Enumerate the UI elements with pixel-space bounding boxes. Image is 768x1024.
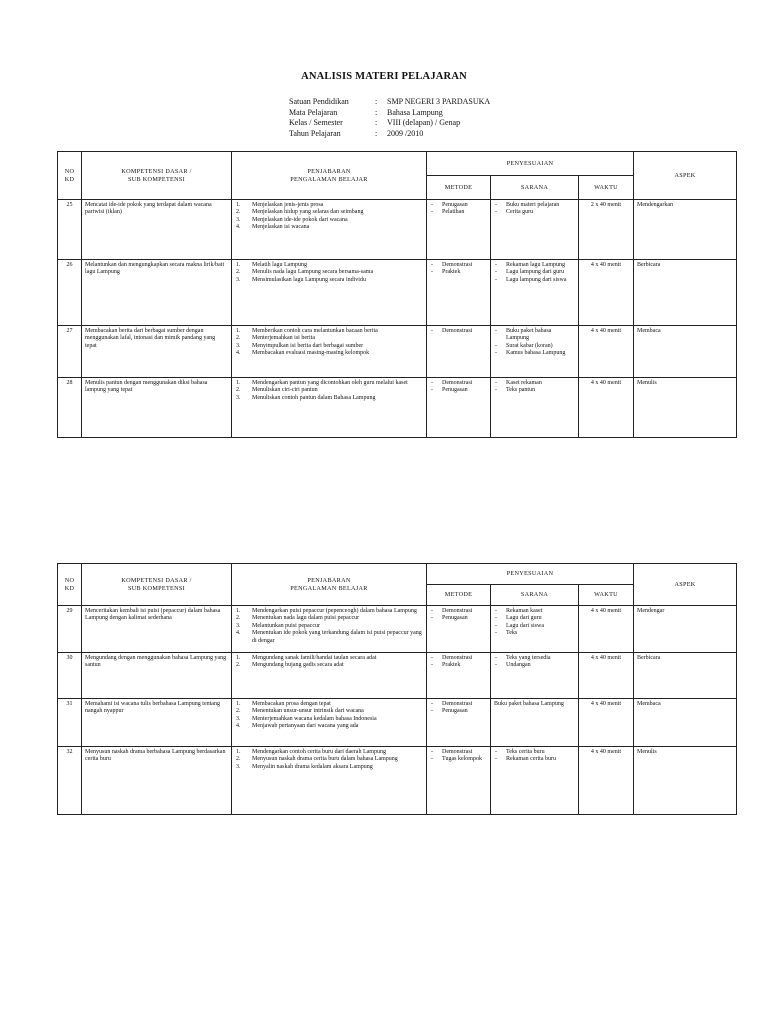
header-no: NO KD: [58, 564, 82, 606]
sarana-cell: [491, 326, 579, 378]
item-text: Menterjemahkan wacana kedalam bahasa Indonesia: [252, 715, 377, 722]
waktu-cell: 2 x 40 menit: [579, 200, 634, 260]
item-text: Mendengarkan contoh cerita buru dari daerah Lampung: [252, 749, 386, 755]
header-penyesuaian: PENYESUAIAN: [427, 564, 634, 585]
metode-cell: [427, 200, 491, 260]
metode-list: [430, 655, 487, 670]
penjabaran-cell: [232, 653, 427, 699]
penjabaran-item: [235, 262, 423, 269]
sarana-item: - Rekaman lagu Lampung: [494, 262, 575, 269]
waktu-cell: 4 x 40 menit: [579, 378, 634, 438]
meta-value: VIII (delapan) / Genap: [387, 118, 461, 128]
penjabaran-item: [235, 224, 423, 231]
penjabaran-item: [235, 350, 423, 357]
table-row: [58, 747, 737, 815]
penjabaran-list: [235, 328, 423, 358]
item-number: 1.: [236, 202, 241, 208]
item-number: 2.: [236, 209, 241, 216]
item-text: Membacakan prosa dengan tepat: [252, 701, 331, 707]
item-number: 2.: [236, 615, 241, 622]
item-text: Menjawab pertanyaan dari wacana yang ada: [252, 723, 359, 730]
waktu-cell: 4 x 40 menit: [579, 260, 634, 326]
penjabaran-list: [235, 655, 423, 670]
penjabaran-cell: [232, 747, 427, 815]
header-aspek: ASPEK: [634, 152, 737, 200]
item-text: Menjelaskan hidup yang selaras dan seimbang: [252, 209, 364, 216]
kompetensi-cell: Mengundang dengan menggunakan bahasa Lampung yang santun: [82, 653, 232, 699]
row-number: 29: [58, 606, 82, 653]
item-text: Mengundang sanak famili/handai taulan secara adat: [252, 655, 377, 661]
table-1-body: [58, 200, 737, 438]
item-number: 1.: [236, 262, 241, 268]
penjabaran-list: [235, 380, 423, 402]
waktu-cell: 4 x 40 menit: [579, 653, 634, 699]
item-number: 3.: [236, 216, 241, 223]
item-text: Menuliskan ciri-ciri pantun: [252, 387, 318, 394]
sarana-list: [494, 202, 575, 217]
sarana-cell: [491, 653, 579, 699]
sarana-item: - Surat kabar (koran): [494, 343, 575, 350]
penjabaran-item: [235, 608, 423, 615]
aspek-cell: Menulis: [634, 378, 737, 438]
penjabaran-item: [235, 655, 423, 662]
meta-label: Mata Pelajaran: [289, 107, 338, 117]
item-number: 2.: [236, 662, 241, 669]
aspek-cell: Berbicara: [634, 653, 737, 699]
sarana-item: - Kaset rekaman: [494, 380, 575, 387]
metode-cell: [427, 378, 491, 438]
penjabaran-cell: [232, 200, 427, 260]
aspek-cell: Mendengar: [634, 606, 737, 653]
meta-value: 2009 /2010: [387, 128, 424, 138]
table-row: [58, 699, 737, 747]
item-number: 3.: [236, 763, 241, 770]
kompetensi-cell: Memahami isi wacana tulis berbahasa Lampung tentang nangah nyappur: [82, 699, 232, 747]
item-number: 4.: [236, 224, 241, 231]
sarana-list: [494, 380, 575, 395]
analysis-table-2: [57, 563, 737, 815]
metode-cell: [427, 260, 491, 326]
aspek-cell: Membaca: [634, 326, 737, 378]
penjabaran-list: [235, 701, 423, 731]
item-number: 4.: [236, 630, 241, 637]
item-number: 3.: [236, 622, 241, 629]
header-waktu: WAKTU: [579, 176, 634, 200]
item-text: Menjelaskan isi wacana: [252, 224, 310, 231]
metode-cell: [427, 326, 491, 378]
metode-item: - Demonstrasi: [430, 655, 487, 662]
penjabaran-list: [235, 262, 423, 284]
header-penjabaran: PENJABARAN PENGALAMAN BELAJAR: [232, 152, 427, 200]
penjabaran-item: [235, 764, 423, 771]
sarana-item: - Rekaman cerita buru: [494, 756, 575, 763]
kompetensi-cell: Mencatat ide-ide pokok yang terdapat dalam wacana pariwisi (iklan): [82, 200, 232, 260]
item-text: Menyusun naskah drama cerita buru dalam bahasa Lampung: [252, 756, 398, 763]
metode-item: - Demonstrasi: [430, 328, 487, 335]
penjabaran-item: [235, 395, 423, 402]
sarana-item: - Teks: [494, 630, 575, 637]
metode-cell: [427, 699, 491, 747]
penjabaran-item: [235, 269, 423, 276]
metode-list: [430, 328, 487, 335]
aspek-cell: Menulis: [634, 747, 737, 815]
aspek-cell: Membaca: [634, 699, 737, 747]
penjabaran-item: [235, 335, 423, 342]
sarana-list: [494, 262, 575, 284]
sarana-item: - Cerita guru: [494, 209, 575, 216]
penjabaran-cell: [232, 606, 427, 653]
waktu-cell: 4 x 40 menit: [579, 326, 634, 378]
table-row: [58, 653, 737, 699]
sarana-list: [494, 655, 575, 670]
sarana-list: [494, 749, 575, 764]
penjabaran-item: [235, 708, 423, 715]
sarana-cell: [491, 606, 579, 653]
sarana-item: - Undangan: [494, 662, 575, 669]
item-text: Menuliskan contoh pantun dalam Bahasa Lampung: [252, 394, 376, 401]
metode-list: [430, 608, 487, 623]
sarana-item: - Buku paket bahasa Lampung: [494, 328, 575, 343]
penjabaran-item: [235, 623, 423, 630]
item-text: Menentukan ide pokok yang terkandung dalam isi puisi pepaccur yang di dengar: [252, 630, 422, 644]
meta-value: Bahasa Lampung: [387, 107, 443, 117]
meta-row-kelas: Kelas / Semester : VIII (delapan) / Genap: [289, 118, 461, 128]
item-text: Menulis nada lagu Lampung secara bersama-sama: [252, 269, 374, 276]
item-text: Menentukan nada lagu dalam puisi pepaccur: [252, 615, 360, 622]
item-text: Menjelaskan ide-ide pokok dari wacana: [252, 216, 348, 223]
metode-item: - Penugasan: [430, 387, 487, 394]
row-number: 31: [58, 699, 82, 747]
item-number: 2.: [236, 756, 241, 763]
item-number: 4.: [236, 350, 241, 357]
penjabaran-list: [235, 608, 423, 645]
sarana-item: - Teks cerita buru: [494, 749, 575, 756]
header-no: NO KD: [58, 152, 82, 200]
kompetensi-cell: Menceritakan kembali isi puisi (pepaccur) dalam bahasa Lampung dengan kalimat sederhana: [82, 606, 232, 653]
item-text: Melantunkan puisi pepaccur: [252, 622, 320, 629]
penjabaran-item: [235, 756, 423, 763]
item-text: Memberikan contoh cara melantunkan bacaan berita: [252, 328, 378, 334]
meta-row-tahun: Tahun Pelajaran : 2009 /2010: [289, 128, 424, 138]
waktu-cell: 4 x 40 menit: [579, 606, 634, 653]
item-text: Menterjemahkan isi berita: [252, 335, 315, 342]
row-number: 28: [58, 378, 82, 438]
penjabaran-item: [235, 328, 423, 335]
metode-item: - Tugas kelompok: [430, 756, 487, 763]
sarana-item: - Lagu lampung dari guru: [494, 269, 575, 276]
meta-label: Satuan Pendidikan: [289, 97, 349, 106]
metode-cell: [427, 606, 491, 653]
meta-value: SMP NEGERI 3 PARDASUKA: [387, 97, 491, 106]
penjabaran-item: [235, 749, 423, 756]
header-kompetensi: KOMPETENSI DASAR / SUB KOMPETENSI: [82, 152, 232, 200]
item-number: 1.: [236, 328, 241, 334]
sarana-list: [494, 328, 575, 358]
metode-item: - Praktek: [430, 269, 487, 276]
row-number: 26: [58, 260, 82, 326]
table-row: [58, 378, 737, 438]
item-text: Melatih lagu Lampung: [252, 262, 307, 268]
sarana-item: - Kamus bahasa Lampung: [494, 350, 575, 357]
metode-item: - Penugasan: [430, 708, 487, 715]
penjabaran-list: [235, 202, 423, 232]
waktu-cell: 4 x 40 menit: [579, 699, 634, 747]
item-number: 2.: [236, 387, 241, 394]
item-number: 3.: [236, 394, 241, 401]
metode-cell: [427, 747, 491, 815]
item-text: Mensimulasikan lagu Lampung secara individu: [252, 276, 366, 283]
kompetensi-cell: Menulis pantun dengan menggunakan diksi bahasa lampung yang tepat: [82, 378, 232, 438]
metode-item: - Demonstrasi: [430, 380, 487, 387]
item-text: Mendengarkan pantun yang dicontohkan oleh guru melalui kaset: [252, 380, 408, 386]
header-metode: METODE: [427, 585, 491, 606]
kompetensi-cell: Membacakan berita dari berbagai sumber dengan menggunakan lafal, intonasi dan mimik pandang yang tepat: [82, 326, 232, 378]
item-text: Menyimpulkan isi berita dari berbagai sumber: [252, 342, 364, 349]
item-number: 1.: [236, 380, 241, 386]
sarana-item: - Lagu dari siswa: [494, 623, 575, 630]
sarana-item: - Buku materi pelajaran: [494, 202, 575, 209]
header-penjabaran: PENJABARAN PENGALAMAN BELAJAR: [232, 564, 427, 606]
penjabaran-item: [235, 662, 423, 669]
metode-item: - Penugasan: [430, 202, 487, 209]
analysis-table-1: [57, 151, 737, 438]
penjabaran-item: [235, 387, 423, 394]
penjabaran-item: [235, 380, 423, 387]
kompetensi-cell: Melantunkan dan mengungkapkan secara makna lirik/bait lagu Lampung: [82, 260, 232, 326]
table-row: [58, 260, 737, 326]
item-number: 2.: [236, 335, 241, 342]
item-number: 3.: [236, 342, 241, 349]
aspek-cell: Berbicara: [634, 260, 737, 326]
metode-item: - Demonstrasi: [430, 608, 487, 615]
metode-list: [430, 262, 487, 277]
header-sarana: SARANA: [491, 176, 579, 200]
item-number: 4.: [236, 723, 241, 730]
sarana-item: - Lagu dari guru: [494, 615, 575, 622]
metode-list: [430, 749, 487, 764]
metode-list: [430, 380, 487, 395]
waktu-cell: 4 x 40 menit: [579, 747, 634, 815]
document-meta: [289, 97, 490, 139]
header-aspek: ASPEK: [634, 564, 737, 606]
sarana-item: - Teks pantun: [494, 387, 575, 394]
row-number: 27: [58, 326, 82, 378]
sarana-cell: [491, 200, 579, 260]
item-number: 1.: [236, 655, 241, 661]
penjabaran-item: [235, 217, 423, 224]
penjabaran-item: [235, 202, 423, 209]
penjabaran-item: [235, 630, 423, 645]
item-text: Menentukan unsur-unsur intrinsik dari wacana: [252, 708, 364, 715]
item-number: 3.: [236, 276, 241, 283]
penjabaran-item: [235, 716, 423, 723]
meta-row-satuan: Satuan Pendidikan : SMP NEGERI 3 PARDASUKA: [289, 97, 491, 106]
metode-item: - Demonstrasi: [430, 262, 487, 269]
penjabaran-cell: [232, 260, 427, 326]
table-row: [58, 326, 737, 378]
item-number: 2.: [236, 708, 241, 715]
row-number: 25: [58, 200, 82, 260]
penjabaran-list: [235, 749, 423, 771]
penjabaran-cell: [232, 699, 427, 747]
penjabaran-item: [235, 343, 423, 350]
sarana-list: [494, 608, 575, 638]
penjabaran-item: [235, 723, 423, 730]
table-2-body: [58, 606, 737, 815]
metode-item: - Penugasan: [430, 615, 487, 622]
metode-item: - Demonstrasi: [430, 701, 487, 708]
sarana-cell: [491, 260, 579, 326]
sarana-cell: [491, 378, 579, 438]
table-row: [58, 606, 737, 653]
penjabaran-item: [235, 277, 423, 284]
sarana-item: - Rekaman kaset: [494, 608, 575, 615]
penjabaran-item: [235, 209, 423, 216]
metode-item: - Demonstrasi: [430, 749, 487, 756]
item-number: 1.: [236, 749, 241, 755]
item-text: Mengundang bujang gadis secara adat: [252, 662, 344, 669]
row-number: 32: [58, 747, 82, 815]
penjabaran-cell: [232, 326, 427, 378]
meta-label: Kelas / Semester: [289, 118, 343, 128]
item-number: 1.: [236, 608, 241, 614]
item-number: 3.: [236, 715, 241, 722]
header-sarana: SARANA: [491, 585, 579, 606]
penjabaran-item: [235, 701, 423, 708]
item-text: Membacakan evaluasi masing-masing kelompok: [252, 350, 370, 357]
sarana-item: - Teks yang tersedia: [494, 655, 575, 662]
row-number: 30: [58, 653, 82, 699]
metode-list: [430, 202, 487, 217]
kompetensi-cell: Menyusun naskah drama berbahasa Lampung berdasarkan cerita buru: [82, 747, 232, 815]
item-text: Menyalin naskah drama kedalam aksara Lampung: [252, 763, 373, 770]
sarana-cell: [491, 747, 579, 815]
table-row: [58, 200, 737, 260]
metode-item: - Pelatihan: [430, 209, 487, 216]
item-text: Mendengarkan puisi pepaccur (pepenceogh) dalam bahasa Lampung: [252, 608, 417, 614]
penjabaran-item: [235, 615, 423, 622]
header-penyesuaian: PENYESUAIAN: [427, 152, 634, 176]
aspek-cell: Mendengarkan: [634, 200, 737, 260]
sarana-cell: Buku paket bahasa Lampung: [491, 699, 579, 747]
header-metode: METODE: [427, 176, 491, 200]
metode-list: [430, 701, 487, 716]
header-waktu: WAKTU: [579, 585, 634, 606]
sarana-item: - Lagu lampung dari siswa: [494, 277, 575, 284]
meta-label: Tahun Pelajaran: [289, 128, 341, 138]
metode-cell: [427, 653, 491, 699]
meta-row-mapel: Mata Pelajaran : Bahasa Lampung: [289, 107, 443, 117]
document-title: ANALISIS MATERI PELAJARAN: [301, 71, 467, 82]
item-text: Menjelaskan jenis-jenis prosa: [252, 202, 324, 208]
metode-item: - Praktek: [430, 662, 487, 669]
item-number: 2.: [236, 269, 241, 276]
penjabaran-cell: [232, 378, 427, 438]
item-number: 1.: [236, 701, 241, 707]
header-kompetensi: KOMPETENSI DASAR / SUB KOMPETENSI: [82, 564, 232, 606]
